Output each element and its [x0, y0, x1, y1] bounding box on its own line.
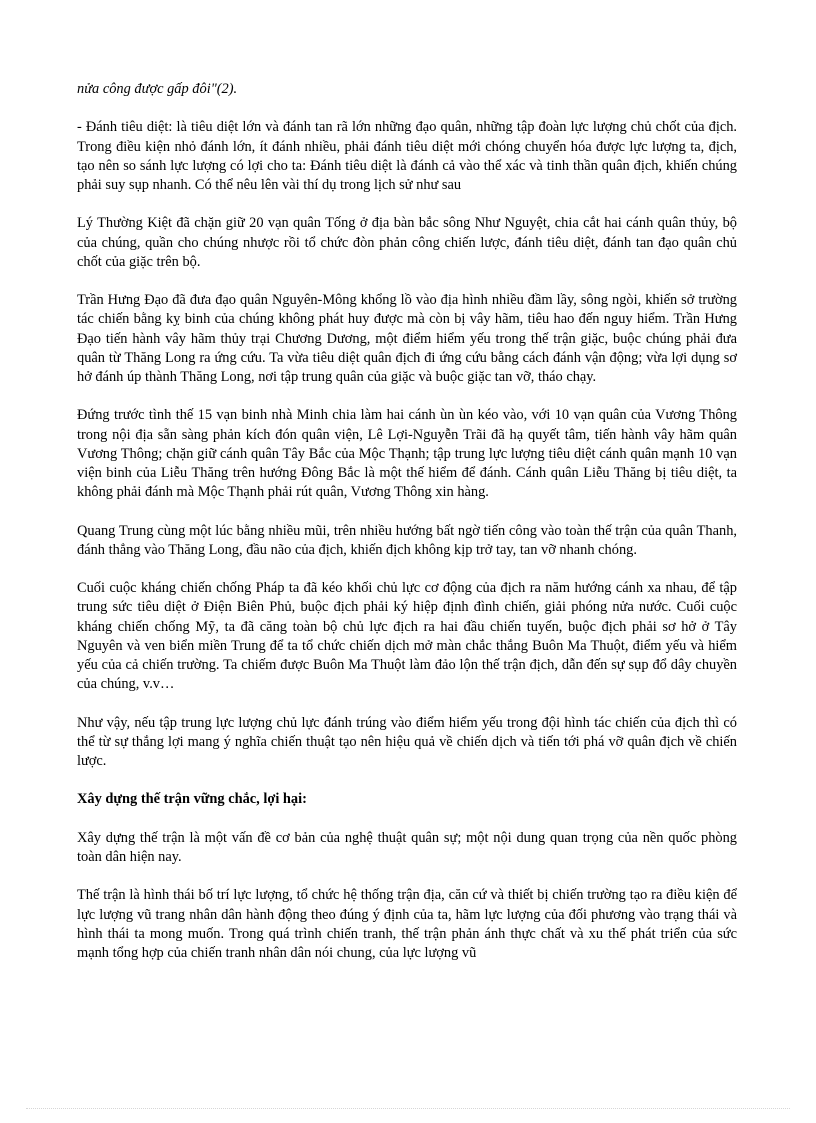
- page-bottom-divider: [26, 1108, 790, 1109]
- paragraph-the-tran-intro: Xây dựng thế trận là một vấn đề cơ bản của nghệ thuật quân sự; một nội dung quan trọng của nền quốc phòng toàn dân hiện nay.: [77, 829, 737, 865]
- paragraph-the-tran-definition: Thế trận là hình thái bố trí lực lượng, tổ chức hệ thống trận địa, căn cứ và thiết bị chiến trường tạo ra điều kiện để lực lượng vũ trang nhân dân hành động theo đúng ý định của ta, hãm lực lượng của đối phương vào trạng thái và hình thái ta mong muốn. Trong quá trình chiến tranh, thế trận phản ánh thực chất và xu thế phát triển của sức mạnh tổng hợp của chiến tranh nhân dân nói chung, của lực lượng vũ: [77, 887, 737, 961]
- paragraph-le-loi: Đứng trước tình thế 15 vạn binh nhà Minh chia làm hai cánh ùn ùn kéo vào, với 10 vạn quân của Vương Thông trong nội địa sẵn sàng phản kích đón quân viện, Lê Lợi-Nguyễn Trãi đã hạ quyết tâm, tiến hành vây hãm quân Vương Thông; chặn giữ cánh quân Tây Bắc của Mộc Thạnh; tập trung lực lượng tiêu diệt cánh quân mạnh 10 vạn viện binh của Liễu Thăng trên hướng Đông Bắc là một thế hiểm để đánh. Cánh quân Liễu Thăng bị tiêu diệt, ta không phải đánh mà Mộc Thạnh phải rút quân, Vương Thông xin hàng.: [77, 407, 737, 501]
- section-heading: Xây dựng thế trận vững chắc, lợi hại:: [77, 791, 307, 808]
- paragraph-quang-trung: Quang Trung cùng một lúc bằng nhiều mũi, trên nhiều hướng bất ngờ tiến công vào toàn thế trận của quân Thanh, đánh thẳng vào Thăng Long, đầu não của địch, khiến địch không kịp trở tay, tan vỡ nhanh chóng.: [77, 522, 737, 558]
- paragraph-continuation: nửa công được gấp đôi"(2).: [77, 81, 238, 97]
- paragraph-tran-hung-dao: Trần Hưng Đạo đã đưa đạo quân Nguyên-Mông khổng lồ vào địa hình nhiều đầm lầy, sông ngòi, khiến sở trường tác chiến bằng kỵ binh của chúng không phát huy được mà còn bị vây hãm, tiêu hao đến nguy hiểm. Trần Hưng Đạo tiến hành vây hãm thủy trại Chương Dương, một điểm hiểm yếu trong thế trận giặc, buộc chúng phải đưa quân từ Thăng Long ra ứng cứu. Ta vừa tiêu diệt quân địch đi ứng cứu bằng cách đánh vận động; vừa lợi dụng sơ hở đánh úp thành Thăng Long, nơi tập trung quân của giặc và buộc giặc tan vỡ, tháo chạy.: [77, 292, 737, 385]
- paragraph-conclusion: Như vậy, nếu tập trung lực lượng chủ lực đánh trúng vào điểm hiểm yếu trong đội hình tác chiến của địch thì có thể từ sự thắng lợi mang ý nghĩa chiến thuật tạo nên hiệu quả về chiến dịch và tiến tới phá vỡ quân địch về chiến lược.: [77, 714, 737, 769]
- paragraph-danh-tieu-diet: - Đánh tiêu diệt: là tiêu diệt lớn và đánh tan rã lớn những đạo quân, những tập đoàn lực lượng chủ chốt của địch. Trong điều kiện nhỏ đánh lớn, ít đánh nhiều, phải đánh tiêu diệt mới chóng chuyển hóa được lực lượng ta, địch, tạo nên so sánh lực lượng có lợi cho ta: Đánh tiêu diệt là đánh cả vào thể xác và tinh thần quân địch, khiến chúng phải suy sụp nhanh. Có thể nêu lên vài thí dụ trong lịch sử như sau: [77, 119, 737, 193]
- document-body: [77, 80, 737, 982]
- paragraph-ly-thuong-kiet: Lý Thường Kiệt đã chặn giữ 20 vạn quân Tống ở địa bàn bắc sông Như Nguyệt, chia cắt hai cánh quân thủy, bộ của chúng, quần cho chúng nhược rồi tổ chức đòn phản công chiến lược, đánh tiêu diệt, đánh tan đạo quân chủ chốt của giặc trên bộ.: [77, 215, 737, 270]
- paragraph-chong-phap-my: Cuối cuộc kháng chiến chống Pháp ta đã kéo khối chủ lực cơ động của địch ra năm hướng cánh xa nhau, để tập trung sức tiêu diệt ở Điện Biên Phủ, buộc địch phải ký hiệp định đình chiến, giải phóng nửa nước. Cuối cuộc kháng chiến chống Mỹ, ta đã căng toàn bộ chủ lực địch ra hai đầu chiến tuyến, buộc địch phải sơ hở ở Tây Nguyên và ven biển miền Trung để ta tổ chức chiến dịch mở màn chắc thắng Buôn Ma Thuột, điểm yếu và hiểm yếu của cả chiến trường. Ta chiếm được Buôn Ma Thuột làm đảo lộn thế trận địch, dẫn đến sự sụp đổ dây chuyền của chúng, v.v…: [77, 580, 737, 693]
